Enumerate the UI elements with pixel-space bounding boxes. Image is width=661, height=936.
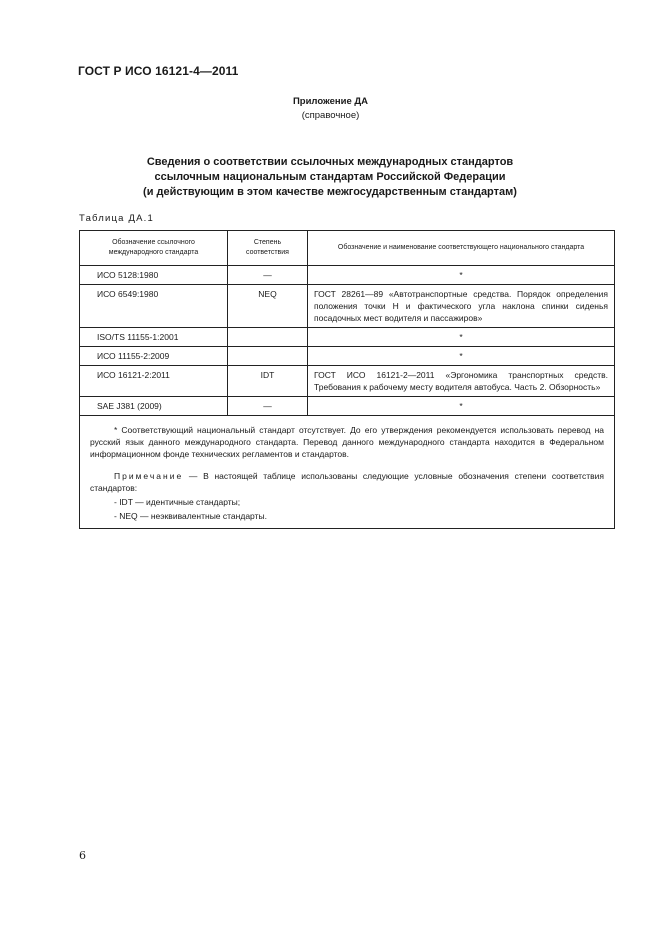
appendix-heading	[0, 95, 661, 123]
table-row	[80, 285, 615, 328]
designation-cell: ИСО 11155-2:2009	[80, 347, 228, 366]
header-national: Обозначение и наименование соответствующего национального стандарта	[308, 231, 615, 266]
degree-cell: IDT	[228, 366, 308, 397]
designation-cell: SAE J381 (2009)	[80, 397, 228, 416]
table-row	[80, 366, 615, 397]
designation-cell: ИСО 6549:1980	[80, 285, 228, 328]
table-row	[80, 397, 615, 416]
document-header: ГОСТ Р ИСО 16121-4—2011	[78, 64, 239, 78]
table-notes-row	[80, 416, 615, 529]
designation-cell: ИСО 5128:1980	[80, 266, 228, 285]
note-text: — В настоящей таблице использованы следующие условные обозначения степени соответствия стандартов:	[90, 471, 604, 493]
section-title-line-1: Сведения о соответствии ссылочных международных стандартов	[146, 156, 514, 168]
table-footnote: * Соответствующий национальный стандарт отсутствует. До его утверждения рекомендуется использовать перевод на русский язык данного международного стандарта. Перевод данного международного стандарта находится в Федеральном информационном фонде технических регламентов и стандартов.	[90, 425, 604, 459]
degree-cell: NEQ	[228, 285, 308, 328]
legend-item-neq: - NEQ — неэквивалентные стандарты.	[114, 511, 267, 521]
degree-cell	[228, 347, 308, 366]
designation-cell: ISO/TS 11155-1:2001	[80, 328, 228, 347]
national-cell: ГОСТ ИСО 16121-2—2011 «Эргономика транспортных средств. Требования к рабочему месту водителя автобуса. Часть 2. Обзорность»	[308, 366, 615, 397]
section-title-line-3: (и действующим в этом качестве межгосударственным стандартам)	[143, 186, 517, 198]
standards-table	[79, 230, 615, 529]
table-row	[80, 328, 615, 347]
note-label: Примечание	[114, 471, 184, 481]
degree-cell	[228, 328, 308, 347]
national-cell: *	[308, 328, 615, 347]
appendix-subtitle: (справочное)	[301, 110, 360, 121]
table-note	[90, 470, 604, 494]
table-caption: Таблица ДА.1	[79, 213, 154, 224]
header-designation: Обозначение ссылочного международного стандарта	[80, 231, 228, 266]
table-notes	[80, 416, 615, 529]
header-degree: Степень соответствия	[228, 231, 308, 266]
degree-cell: —	[228, 266, 308, 285]
national-cell: *	[308, 347, 615, 366]
section-title	[80, 155, 580, 200]
national-cell: *	[308, 266, 615, 285]
legend-item-idt: - IDT — идентичные стандарты;	[114, 497, 241, 507]
table-row	[80, 266, 615, 285]
table-header-row	[80, 231, 615, 266]
national-cell: ГОСТ 28261—89 «Автотранспортные средства. Порядок определения положения точки Н и фактического угла наклона спинки сиденья посадочных мест водителя и пассажиров»	[308, 285, 615, 328]
table-row	[80, 347, 615, 366]
appendix-title: Приложение ДА	[292, 96, 369, 107]
designation-cell: ИСО 16121-2:2011	[80, 366, 228, 397]
degree-cell: —	[228, 397, 308, 416]
page-number: 6	[79, 849, 86, 862]
section-title-line-2: ссылочным национальным стандартам Российской Федерации	[154, 171, 506, 183]
national-cell: *	[308, 397, 615, 416]
